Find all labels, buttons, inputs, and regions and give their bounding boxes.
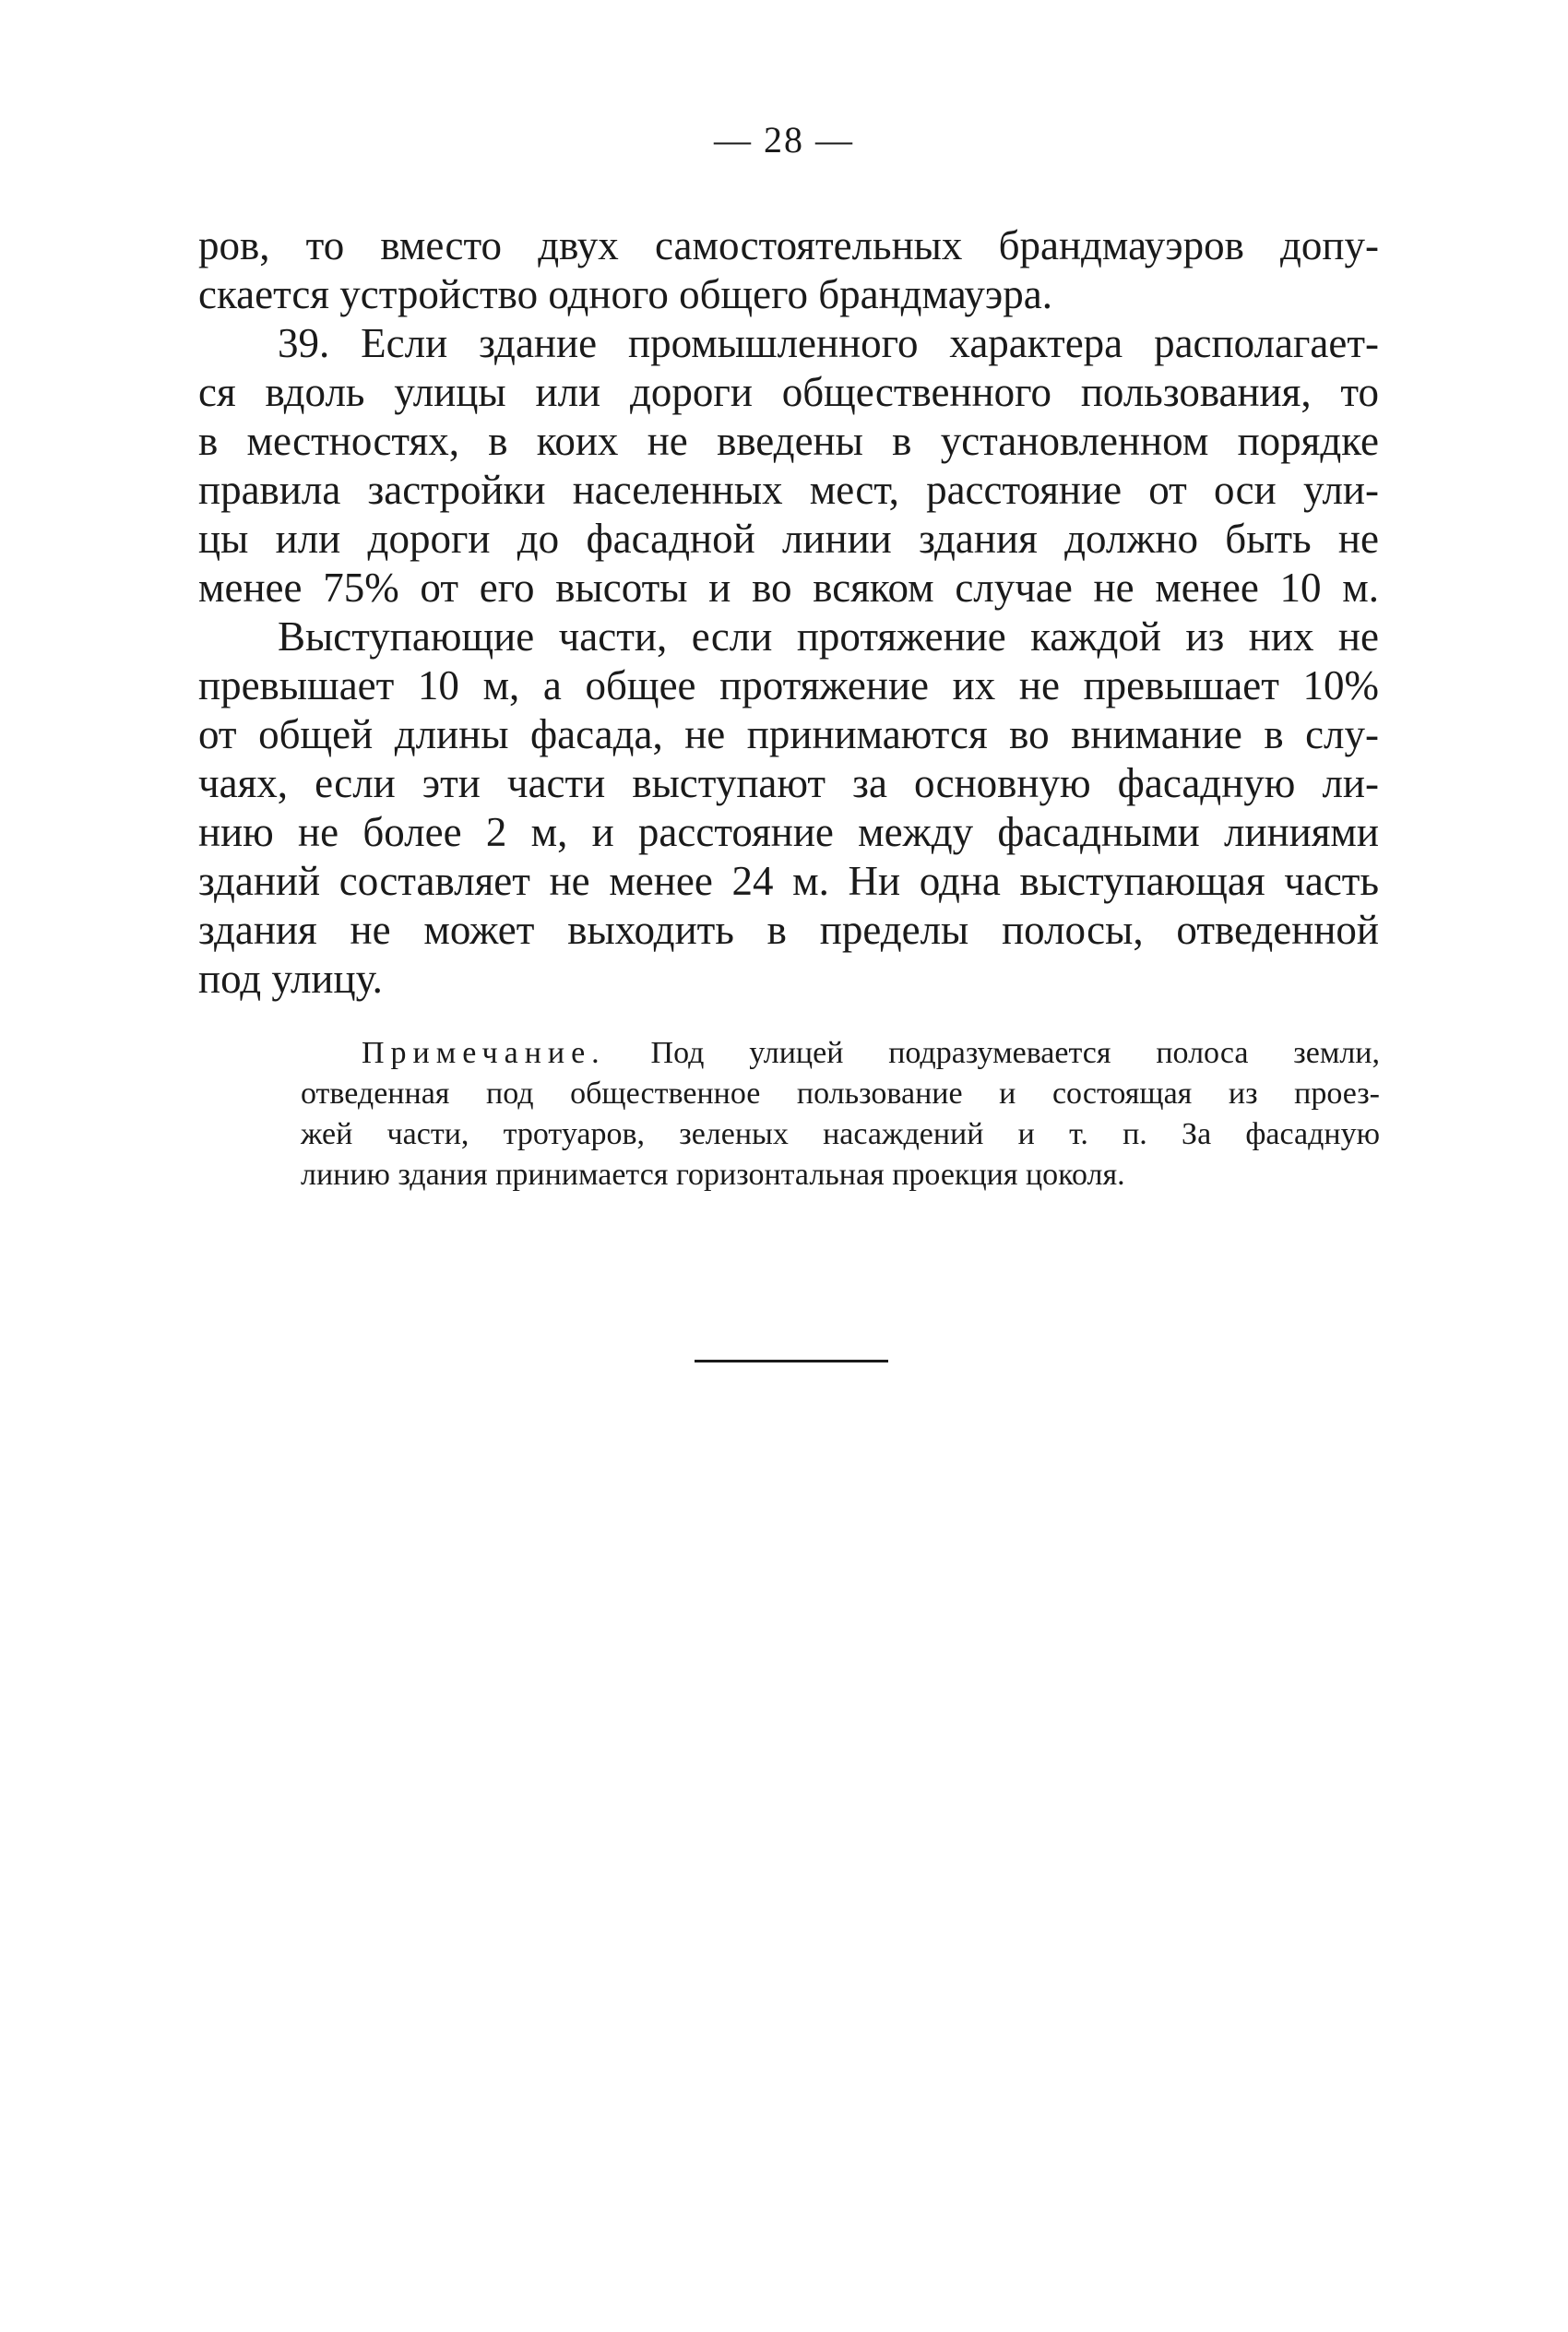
text-line: нию не более 2 м, и расстояние между фасадными линиями xyxy=(198,809,1379,855)
note-line: отведенная под общественное пользование и состоящая из проез- xyxy=(301,1077,1380,1111)
text-line: цы или дороги до фасадной линии здания должно быть не xyxy=(198,516,1379,562)
text-line: менее 75% от его высоты и во всяком случае не менее 10 м. xyxy=(198,565,1379,611)
text-line: зданий составляет не менее 24 м. Ни одна выступающая часть xyxy=(198,858,1379,904)
text-line: скается устройство одного общего брандмауэра. xyxy=(198,271,1052,317)
note-first-line-text: Под улицей подразумевается полоса земли, xyxy=(650,1036,1381,1070)
section-divider xyxy=(695,1360,888,1362)
text-line: в местностях, в коих не введены в установленном порядке xyxy=(198,418,1379,464)
paragraph-continuation xyxy=(198,221,1379,319)
text-line: 39. Если здание промышленного характера располагает- xyxy=(278,320,1379,366)
text-line: Выступающие части, если протяжение каждой из них не xyxy=(278,613,1379,660)
text-line: чаях, если эти части выступают за основную фасадную ли- xyxy=(198,760,1379,806)
text-line: здания не может выходить в пределы полосы, отведенной xyxy=(198,907,1379,953)
paragraph-39 xyxy=(198,319,1379,613)
footnote xyxy=(301,1033,1380,1196)
note-line: линию здания принимается горизонтальная проекция цоколя. xyxy=(301,1158,1125,1192)
note-line: жей части, тротуаров, зеленых насаждений и т. п. За фасадную xyxy=(301,1117,1380,1151)
text-line: ся вдоль улицы или дороги общественного пользования, то xyxy=(198,369,1379,415)
page-number: — 28 — xyxy=(714,119,854,161)
main-text xyxy=(198,221,1379,1004)
paragraph-projections xyxy=(198,613,1379,1004)
text-line: превышает 10 м, а общее протяжение их не превышает 10% xyxy=(198,662,1379,708)
note-label: Примечание. xyxy=(362,1036,606,1070)
text-line: правила застройки населенных мест, расстояние от оси ули- xyxy=(198,467,1379,513)
note-line xyxy=(301,1033,1380,1074)
text-line: под улицу. xyxy=(198,956,383,1002)
text-line: ров, то вместо двух самостоятельных брандмауэров допу- xyxy=(198,222,1379,268)
text-line: от общей длины фасада, не принимаются во внимание в слу- xyxy=(198,711,1379,757)
